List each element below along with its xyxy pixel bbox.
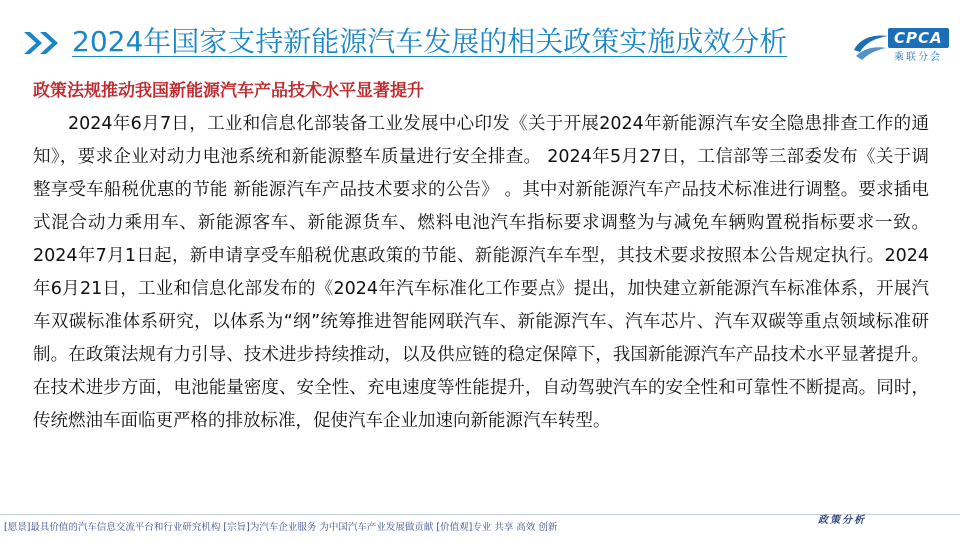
section-heading: 政策法规推动我国新能源汽车产品技术水平显著提升	[33, 81, 424, 101]
double-chevron-icon	[22, 30, 64, 56]
page-title: 2024年国家支持新能源汽车发展的相关政策实施成效分析	[72, 25, 788, 58]
swoosh-logo-icon	[850, 28, 890, 64]
cpca-logo	[850, 28, 950, 64]
logo-wordmark: CPCA	[888, 28, 949, 48]
footer-divider	[0, 514, 960, 515]
footer-section-label: 政策分析	[818, 515, 866, 526]
body-paragraph: 2024年6月7日，工业和信息化部装备工业发展中心印发《关于开展2024年新能源汽车安全隐患排查工作的通知》，要求企业对动力电池系统和新能源整车质量进行安全排查。 2024年5月27日，工信部等三部委发布《关于调整享受车船税优惠的节能 新能源汽车产品技术要求的公告》 。其中对新能源汽车产品技术标准进行调整。要求插电式混合动力乘用车、新能源客车、新能源货车、燃料电池汽车指标要求调整为与减免车辆购置税指标要求一致。2024年7月1日起，新申请享受车船税优惠政策的节能、新能源汽车车型，其技术要求按照本公告规定执行。2024年6月21日，工业和信息化部发布的《2024年汽车标准化工作要点》提出，加快建立新能源汽车标准体系，开展汽车双碳标准体系研究，以体系为“纲”统筹推进智能网联汽车、新能源汽车、汽车芯片、汽车双碳等重点领域标准研制。在政策法规有力引导、技术进步持续推动，以及供应链的稳定保障下，我国新能源汽车产品技术水平显著提升。在技术进步方面，电池能量密度、安全性、充电速度等性能提升，自动驾驶汽车的安全性和可靠性不断提高。同时，传统燃油车面临更严格的排放标准，促使汽车企业加速向新能源汽车转型。	[33, 114, 929, 431]
footer-mission-text: [愿景]最具价值的汽车信息交流平台和行业研究机构 [宗旨]为汽车企业服务 为中国汽车产业发展做贡献 [价值观]专业 共享 高效 创新	[4, 522, 558, 533]
logo-subtitle: 乘联分会	[894, 52, 942, 63]
